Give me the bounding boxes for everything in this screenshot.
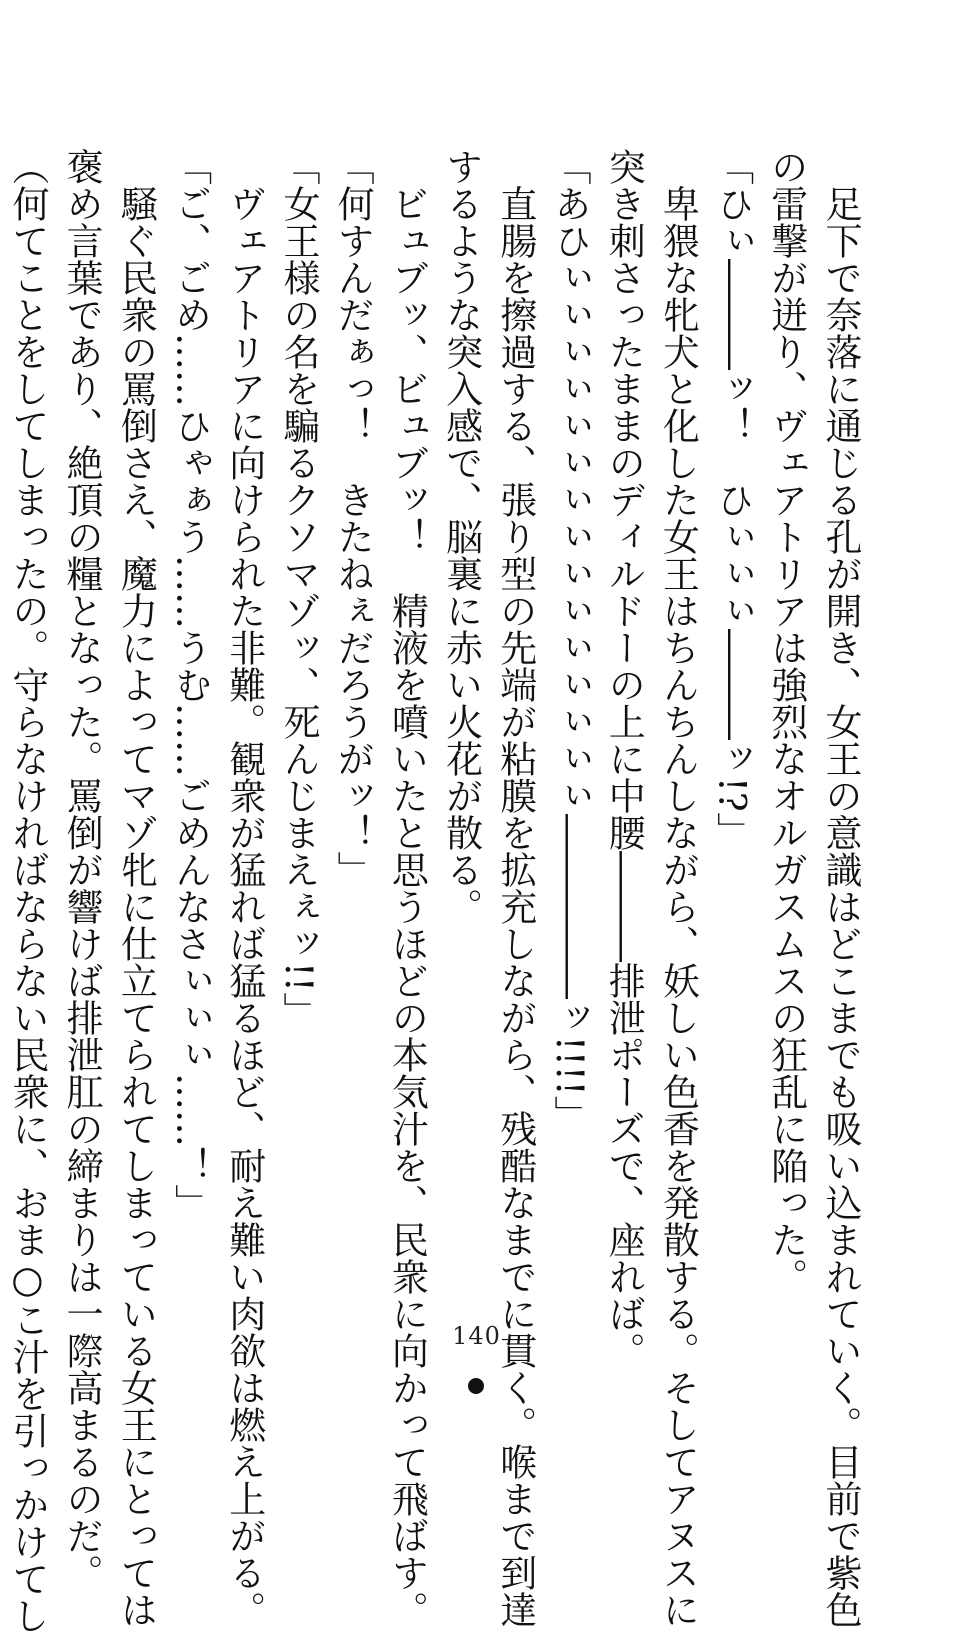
text-line: 騒ぐ民衆の罵倒さえ、魔力によってマゾ牝に仕立てられてしまっている女王にとっては bbox=[114, 148, 158, 1628]
text-line: （何てことをしてしまったの。守らなければならない民衆に、おま○こ汁を引っかけてし bbox=[5, 148, 49, 1634]
text-line: 「女王様の名を騙るクソマゾッ、死んじまえぇッ!!」 bbox=[276, 148, 320, 1029]
page-marker-dot bbox=[468, 1378, 484, 1394]
text-line: するような突入感で、脳裏に赤い火花が散る。 bbox=[439, 148, 483, 925]
text-line: の雷撃が迸り、ヴェアトリアは強烈なオルガスムスの狂乱に陥った。 bbox=[764, 148, 808, 1295]
text-line: 「ご、ごめ……ひゃぁう……うむ……ごめんなさぃぃぃ……！」 bbox=[168, 148, 212, 1221]
text-line: 突き刺さったままのディルドーの上に中腰―――排泄ポーズで、座れば。 bbox=[602, 148, 646, 1369]
text-line: 直腸を擦過する、張り型の先端が粘膜を拡充しながら、残酷なまでに貫く。喉まで到達 bbox=[493, 148, 537, 1628]
text-line: 卑猥な牝犬と化した女王はちんちんしながら、妖しい色香を発散する。そしてアヌスに bbox=[656, 148, 700, 1628]
page-number: 140 bbox=[452, 1322, 501, 1350]
text-line: 「ひぃ―――ッ！ ひぃぃぃ―――ッ!?」 bbox=[710, 148, 754, 849]
text-line: ビュブッ、ビュブッ！ 精液を噴いたと思うほどの本気汁を、民衆に向かって飛ばす。 bbox=[385, 148, 429, 1628]
text-line: 褒め言葉であり、絶頂の糧となった。罵倒が響けば排泄肛の締まりは一際高まるのだ。 bbox=[60, 148, 104, 1591]
text-line: 足下で奈落に通じる孔が開き、女王の意識はどこまでも吸い込まれていく。目前で紫色 bbox=[819, 148, 862, 1628]
text-line: 「何すんだぁっ！ きたねぇだろうがッ！」 bbox=[331, 148, 375, 888]
text-line: ヴェアトリアに向けられた非難。観衆が猛れば猛るほど、耐え難い肉欲は燃え上がる。 bbox=[222, 148, 266, 1628]
text-line: 「あひぃぃぃぃぃぃぃぃぃぃぃぃぃぃぃ―――――ッ!!!!」 bbox=[547, 148, 591, 1133]
